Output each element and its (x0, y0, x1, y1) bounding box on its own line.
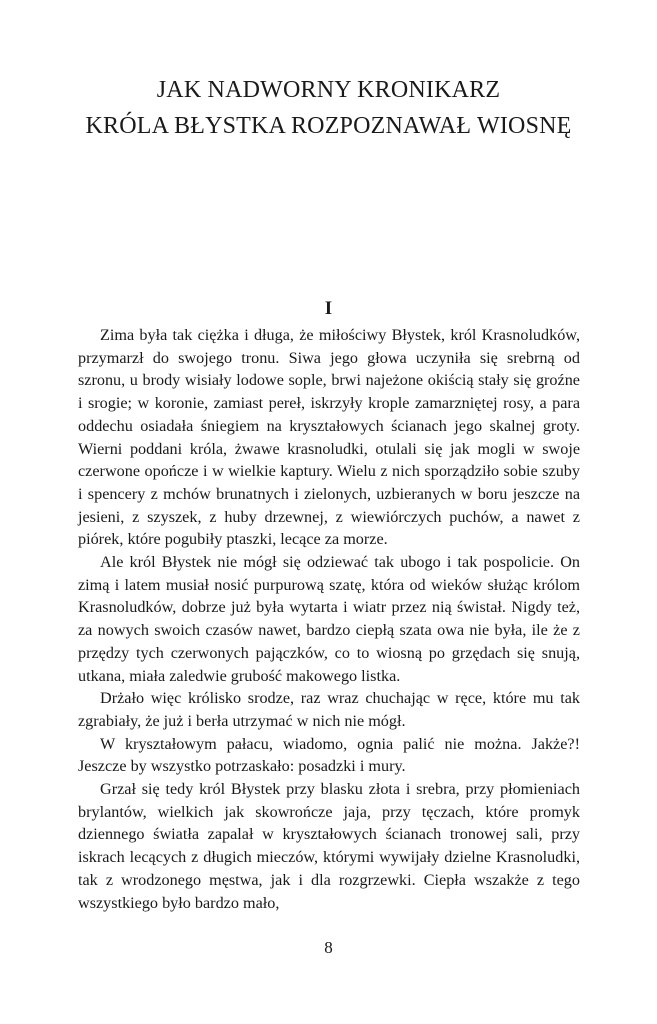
paragraph: Ale król Błystek nie mógł się odziewać tak ubogo i tak pospolicie. On zimą i latem musiał nosić purpurową szatę, która od wieków służąc królom Krasnoludków, dobrze już była wytarta i wiatr przez nią świstał. Nigdy też, za nowych swoich czasów nawet, bardzo ciepłą szata owa nie była, ile że z przędzy tych czerwonych pajączków, co to wiosną po grzędach się snują, utkana, miała zaledwie grubość makowego listka. (78, 553, 580, 685)
page-number: 8 (324, 938, 333, 957)
chapter-title-line-1: JAK NADWORNY KRONIKARZ (156, 77, 501, 103)
body-text (78, 324, 580, 914)
section-numeral: I (324, 298, 333, 319)
paragraph: Drżało więc królisko srodze, raz wraz chuchając w ręce, które mu tak zgrabiały, że już i berła utrzymać w nich nie mógł. (78, 689, 580, 730)
paragraph: Zima była tak ciężka i długa, że miłościwy Błystek, król Krasnoludków, przymarzł do swojego tronu. Siwa jego głowa uczyniła się srebrną od szronu, u brody wisiały lodowe sople, brwi najeżone okiścią stały się groźne i srogie; w koronie, zamiast pereł, iskrzyły krople zamarzniętej rosy, a para oddechu osiadała śniegiem na kryształowych ścianach jego skalnej groty. Wierni poddani króla, żwawe krasnoludki, otulali się jak mogli w swoje czerwone opończe i w wielkie kaptury. Wielu z nich sporządziło sobie szuby i spencery z mchów brunatnych i zielonych, uzbieranych w boru jeszcze na jesieni, z szyszek, z huby drzewnej, z wiewiórczych puchów, a nawet z piórek, które pogubiły ptaszki, lecące za morze. (78, 326, 580, 549)
paragraph: Grzał się tedy król Błystek przy blasku złota i srebra, przy płomieniach brylantów, wielkich jak skowrończe jaja, przy tęczach, które promyk dziennego światła zapalał w kryształowych ścianach tronowej sali, przy iskrach lecących z długich mieczów, którymi wywijały dzielne Krasnoludki, tak z wrodzonego męstwa, jak i dla rozgrzewki. Ciepła wszakże z tego wszystkiego było bardzo mało, (78, 780, 580, 912)
chapter-title-line-2: KRÓLA BŁYSTKA ROZPOZNAWAŁ WIOSNĘ (85, 113, 572, 139)
paragraph: W kryształowym pałacu, wiadomo, ognia palić nie można. Jakże?! Jeszcze by wszystko potrzaskało: posadzki i mury. (78, 734, 580, 776)
chapter-title (0, 72, 657, 144)
